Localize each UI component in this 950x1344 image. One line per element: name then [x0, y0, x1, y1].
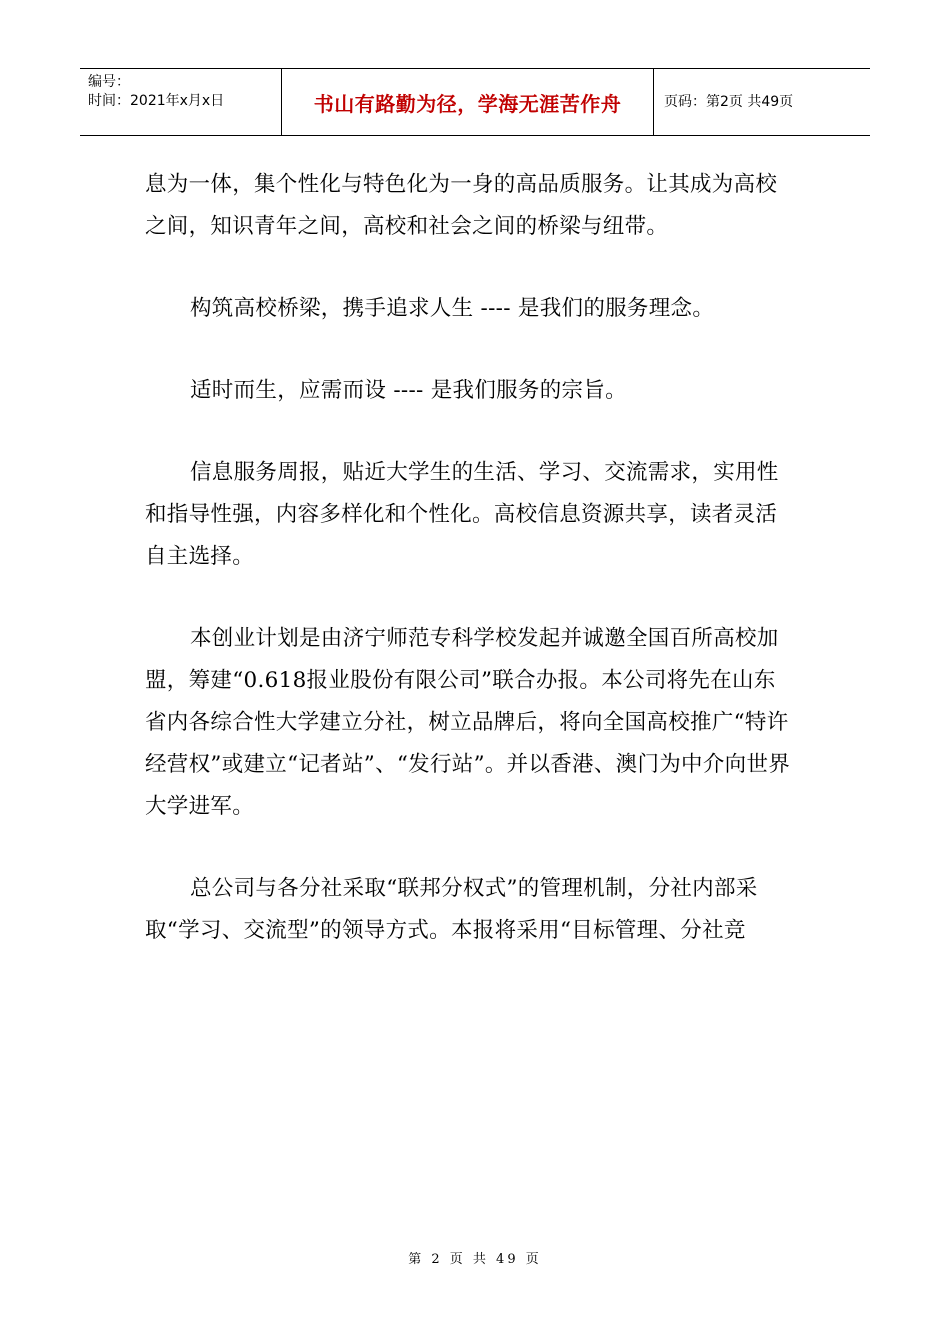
header-motto-cell [282, 69, 654, 135]
body-paragraph: 总公司与各分社采取“联邦分权式”的管理机制，分社内部采取“学习、交流型”的领导方式。本报将采用“目标管理、分社竞 [145, 876, 758, 943]
body-paragraph: 构筑高校桥梁，携手追求人生 ---- 是我们的服务理念。 [190, 296, 715, 321]
document-body [145, 164, 795, 952]
header-motto: 书山有路勤为径，学海无涯苦作舟 [313, 91, 622, 116]
header-page-cell [654, 69, 870, 135]
document-number-label: 编号： [88, 74, 130, 90]
header-page-info: 页码：第2页 共49页 [664, 93, 794, 110]
page-header [80, 68, 870, 136]
body-paragraph: 适时而生，应需而设 ---- 是我们服务的宗旨。 [190, 378, 627, 403]
body-paragraph-continued: 息为一体，集个性化与特色化为一身的高品质服务。让其成为高校之间，知识青年之间，高校和社会之间的桥梁与纽带。 [145, 172, 778, 239]
document-time-label: 时间：2021年x月x日 [88, 93, 225, 109]
body-paragraph: 本创业计划是由济宁师范专科学校发起并诚邀全国百所高校加盟，筹建“0.618报业股份有限公司”联合办报。本公司将先在山东省内各综合性大学建立分社，树立品牌后，将向全国高校推广“特许经营权”或建立“记者站”、“发行站”。并以香港、澳门为中介向世界大学进军。 [145, 626, 791, 819]
header-meta-cell [80, 69, 282, 135]
page-footer: 第 2 页 共 49 页 [408, 1252, 542, 1267]
body-paragraph: 信息服务周报，贴近大学生的生活、学习、交流需求，实用性和指导性强，内容多样化和个性化。高校信息资源共享，读者灵活自主选择。 [145, 460, 779, 569]
